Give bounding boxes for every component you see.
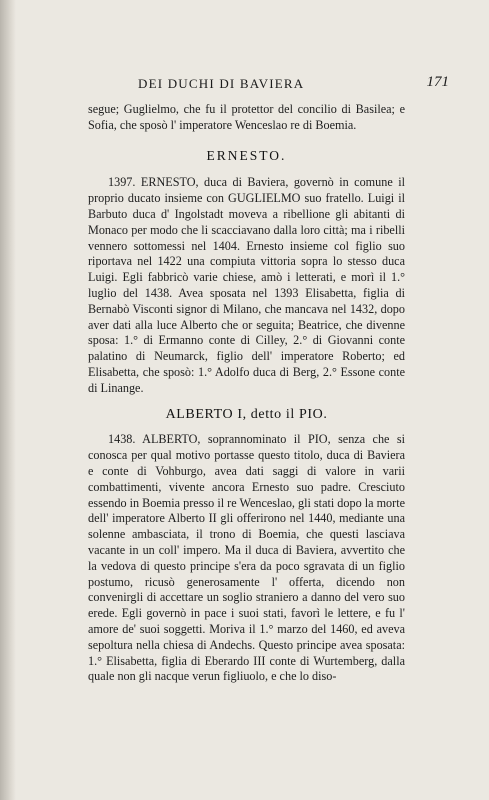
section-heading-alberto: ALBERTO I, detto il PIO. bbox=[165, 406, 328, 422]
paragraph-alberto: 1438. ALBERTO, soprannominato il PIO, senza che si conosca per qual motivo portasse questo titolo, duca di Baviera e conte di Vohburgo, avea dati saggi di valore in varii combattimenti, vivente ancora Ernesto suo padre. Cresciuto essendo in Boemia presso il re Wenceslao, gli stati dopo la morte dell' imperatore Alberto II gli offerirono nel 1440, mediante una solenne ambasciata, il trono di Boemia, che questi lasciava vacante in un coll' impero. Ma il duca di Baviera, avvertito che la vedova di questo principe s'era da poco sgravata di un figlio postumo, ricusò generosamente l' offerta, dicendo non convenirgli di accettare un soglio straniero a danno del vero suo erede. Egli governò in pace i suoi stati, favorì le lettere, e fu l' amore de' suoi soggetti. Moriva il 1.° marzo del 1460, ed aveva sepoltura nella chiesa di Andechs. Questo principe avea sposata: 1.° Elisabetta, figlia di Eberardo III conte di Wurtemberg, dalla quale non gli nacque verun figliuolo, e che lo diso- bbox=[88, 432, 405, 684]
page-number: 171 bbox=[426, 74, 449, 90]
running-title: DEI DUCHI DI BAVIERA bbox=[138, 76, 305, 91]
body-text bbox=[88, 102, 405, 685]
running-head bbox=[120, 76, 449, 96]
paragraph-ernesto: 1397. ERNESTO, duca di Baviera, governò in comune il proprio ducato insieme con GUGLIELMO suo fratello. Luigi il Barbuto duca d' Ingolstadt moveva a ribellione gli abitanti di Monaco per modo che li scacciavano dalla loro città; ma i ribelli vennero sottomessi nel 1404. Ernesto insieme col figlio suo riportava nel 1422 una compiuta vittoria sopra lo stesso duca Luigi. Egli fabbricò varie chiese, amò i letterati, e morì il 1.° luglio del 1438. Avea sposata nel 1393 Elisabetta, figlia di Bernabò Visconti signor di Milano, che mancava nel 1432, dopo aver dati alla luce Alberto che or seguita; Beatrice, che divenne sposa: 1.° di Ermanno conte di Cilley, 2.° di Giovanni conte palatino di Neumarck, figlio dell' imperatore Roberto; ed Elisabetta, che sposò: 1.° Adolfo duca di Berg, 2.° Essone conte di Linange. bbox=[88, 175, 405, 395]
section-heading-ernesto: ERNESTO. bbox=[206, 147, 287, 163]
continuation-paragraph: segue; Guglielmo, che fu il protettor del concilio di Basilea; e Sofia, che sposò l' imperatore Wenceslao re di Boemia. bbox=[88, 102, 405, 132]
page-gutter-shadow bbox=[0, 0, 16, 800]
